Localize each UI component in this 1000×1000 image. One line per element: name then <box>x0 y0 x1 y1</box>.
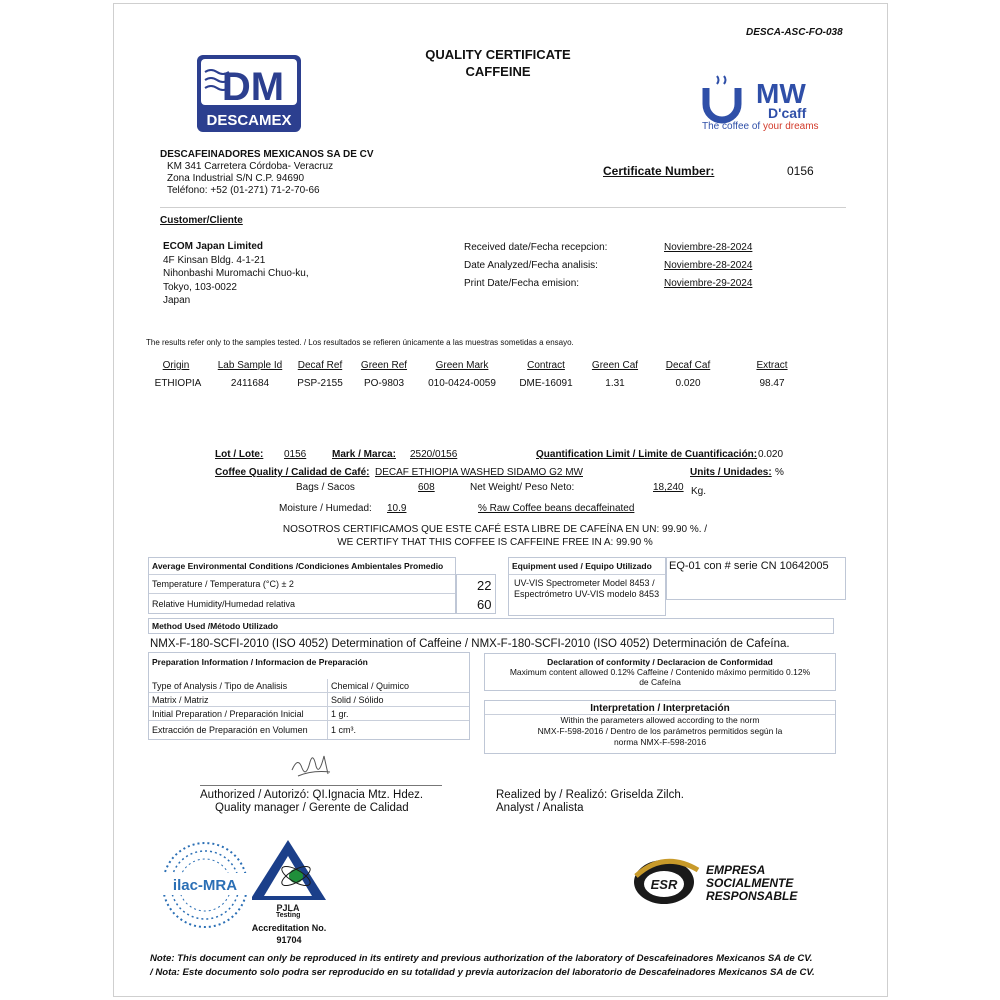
conformity-line2: de Cafeína <box>639 677 681 687</box>
footer-note <box>150 952 815 980</box>
cell-contract: DME-16091 <box>519 378 573 389</box>
col-header-green-caf: Green Caf <box>591 360 639 371</box>
mark-value: 2520/0156 <box>410 449 458 460</box>
quality-value: DECAF ETHIOPIA WASHED SIDAMO G2 MW <box>375 467 583 478</box>
weight-value: 18,240 <box>653 482 684 493</box>
units-value: % <box>775 467 784 478</box>
accreditation-block <box>244 922 334 946</box>
prep-row4-label: Extracción de Preparación en Volumen <box>152 725 308 735</box>
mw-brand2: D'caff <box>768 105 807 121</box>
col-header-decaf-ref: Decaf Ref <box>297 360 343 371</box>
footer-line1: Note: This document can only be reproduced in its entirety and previous authorization of the laboratory of Descafeinadores Mexicanos SA de CV. <box>150 953 813 964</box>
received-date-value: Noviembre-28-2024 <box>664 242 753 253</box>
interpretation-line2: NMX-F-598-2016 / Dentro de los parámetros permitidos según la <box>537 726 783 736</box>
col-header-green-mark: Green Mark <box>435 360 489 371</box>
equipment-desc1: UV-VIS Spectrometer Model 8453 / <box>514 578 655 588</box>
dm-monogram: DM <box>221 65 285 109</box>
environment-box <box>148 557 456 614</box>
equipment-value: EQ-01 con # serie CN 10642005 <box>669 560 829 572</box>
dm-name: DESCAMEX <box>206 112 292 129</box>
cell-lab-sample-id: 2411684 <box>230 378 270 389</box>
mw-dcaff-logo <box>700 70 830 136</box>
bags-label: Bags / Sacos <box>296 482 355 493</box>
esr-text <box>706 864 797 903</box>
company-addr1: KM 341 Carretera Córdoba- Veracruz <box>167 161 334 172</box>
pjla-text: PJLA <box>276 903 300 913</box>
equipment-desc2: Espectrómetro UV-VIS modelo 8453 <box>514 589 660 599</box>
weight-label: Net Weight/ Peso Neto: <box>470 482 575 493</box>
customer-block <box>163 240 309 308</box>
method-box <box>148 618 834 634</box>
quality-label: Coffee Quality / Calidad de Café: <box>215 467 370 478</box>
statement-line1: NOSOTROS CERTIFICAMOS QUE ESTE CAFÉ ESTA LIBRE DE CAFEÍNA EN UN: 99.90 %. / <box>282 524 708 535</box>
col-header-lab-sample-id: Lab Sample Id <box>217 360 283 371</box>
print-date-value: Noviembre-29-2024 <box>664 278 753 289</box>
esr-line2: SOCIALMENTE <box>706 876 794 890</box>
ilac-text: ilac-MRA <box>172 877 238 894</box>
accreditation-number: 91704 <box>276 935 302 945</box>
col-header-green-ref: Green Ref <box>360 360 408 371</box>
interpretation-box <box>484 700 836 754</box>
received-date-label: Received date/Fecha recepcion: <box>464 242 608 253</box>
statement-line2: WE CERTIFY THAT THIS COFFEE IS CAFFEINE FREE IN A: 99.90 % <box>337 537 653 548</box>
company-addr2: Zona Industrial S/N C.P. 94690 <box>167 173 305 184</box>
interpretation-line1: Within the parameters allowed according to the norm <box>560 715 760 725</box>
equipment-description <box>514 578 659 600</box>
equipment-value-box <box>666 557 846 600</box>
esr-line1: EMPRESA <box>706 863 766 877</box>
mw-tagline: The coffee of your dreams <box>702 121 819 132</box>
cell-origin: ETHIOPIA <box>154 378 202 389</box>
title-line2: CAFFEINE <box>465 64 531 79</box>
company-phone: Teléfono: +52 (01-271) 71-2-70-66 <box>167 185 320 196</box>
col-header-contract: Contract <box>527 360 565 371</box>
customer-addr1: 4F Kinsan Bldg. 4-1-21 <box>163 254 266 266</box>
authorized-role: Quality manager / Gerente de Calidad <box>215 802 409 814</box>
company-name: DESCAFEINADORES MEXICANOS SA DE CV <box>160 149 374 160</box>
environment-heading: Average Environmental Conditions /Condiciones Ambientales Promedio <box>149 558 455 575</box>
humidity-value: 60 <box>477 597 492 612</box>
cell-green-caf: 1.31 <box>605 378 625 389</box>
ilac-mra-logo <box>160 840 250 930</box>
document-code: DESCA-ASC-FO-038 <box>746 27 843 38</box>
cell-extract: 98.47 <box>759 378 785 389</box>
method-text: NMX-F-180-SCFI-2010 (ISO 4052) Determination of Caffeine / NMX-F-180-SCFI-2010 (ISO 4052) Determinación de Cafeína. <box>150 638 790 650</box>
analyzed-date-value: Noviembre-28-2024 <box>664 260 753 271</box>
moisture-label: Moisture / Humedad: <box>279 503 372 514</box>
certificate-number-label: Certificate Number: <box>603 164 715 178</box>
company-block <box>160 149 374 197</box>
bags-value: 608 <box>418 482 435 493</box>
signature-line <box>200 785 442 786</box>
prep-row4-value: 1 cm³. <box>327 721 469 739</box>
signature-image <box>288 748 336 782</box>
preparation-heading: Preparation Information / Informacion de Preparación <box>152 656 368 667</box>
pjla-sub: Testing <box>276 912 301 919</box>
quantification-value: 0.020 <box>758 449 784 460</box>
col-header-extract: Extract <box>756 360 788 371</box>
prep-row3-label: Initial Preparation / Preparación Inicial <box>149 707 327 721</box>
cell-decaf-caf: 0.020 <box>675 378 701 389</box>
realized-role: Analyst / Analista <box>496 802 584 814</box>
temperature-value: 22 <box>477 578 492 593</box>
units-label: Units / Unidades: <box>690 467 772 478</box>
equipment-box <box>508 557 666 616</box>
prep-row3-value: 1 gr. <box>327 707 469 721</box>
prep-row2-value: Solid / Sólido <box>327 693 469 707</box>
customer-addr4: Japan <box>163 295 191 306</box>
cell-green-ref: PO-9803 <box>363 378 405 389</box>
divider <box>160 207 846 208</box>
title-line1: QUALITY CERTIFICATE <box>425 47 571 62</box>
realized-by: Realized by / Realizó: Griselda Zilch. <box>496 789 684 801</box>
col-header-decaf-caf: Decaf Caf <box>665 360 711 371</box>
print-date-label: Print Date/Fecha emision: <box>464 278 580 289</box>
page-title <box>398 46 598 80</box>
humidity-label: Relative Humidity/Humedad relativa <box>152 598 296 609</box>
certification-statement <box>260 523 730 549</box>
mark-label: Mark / Marca: <box>332 449 396 460</box>
conformity-heading: Declaration of conformity / Declaracion de Conformidad <box>547 657 773 667</box>
equipment-heading: Equipment used / Equipo Utilizado <box>509 558 665 575</box>
accreditation-label: Accreditation No. <box>251 923 327 933</box>
prep-row1-value: Chemical / Quimico <box>327 679 469 693</box>
customer-heading: Customer/Cliente <box>160 215 243 226</box>
cell-decaf-ref: PSP-2155 <box>297 378 343 389</box>
quantification-label: Quantification Limit / Limite de Cuantificación: <box>536 449 758 460</box>
prep-row1-label: Type of Analysis / Tipo de Analisis <box>149 679 327 693</box>
temperature-label: Temperature / Temperatura (°C) ± 2 <box>149 575 455 594</box>
prep-row2-label: Matrix / Matriz <box>149 693 327 707</box>
preparation-box <box>148 652 470 740</box>
certificate-number-value: 0156 <box>787 164 814 178</box>
esr-line3: RESPONSABLE <box>706 889 798 903</box>
pjla-logo <box>252 838 332 914</box>
raw-beans-label: % Raw Coffee beans decaffeinated <box>478 503 635 514</box>
customer-name: ECOM Japan Limited <box>163 241 264 252</box>
mw-brand: MW <box>756 78 806 109</box>
analyzed-date-label: Date Analyzed/Fecha analisis: <box>464 260 598 271</box>
authorized-by: Authorized / Autorizó: QI.Ignacia Mtz. Hdez. <box>200 789 424 801</box>
method-heading: Method Used /Método Utilizado <box>152 621 279 631</box>
cell-green-mark: 010-0424-0059 <box>428 378 496 389</box>
environment-values <box>456 574 496 614</box>
footer-line2: / Nota: Este documento solo podra ser reproducido en su totalidad y previa autorizacion del laboratorio de Descafeinadores Mexicanos SA de CV. <box>150 967 815 978</box>
esr-badge: ESR <box>650 877 678 892</box>
moisture-value: 10.9 <box>387 503 407 514</box>
conformity-box <box>484 653 836 691</box>
conformity-line1: Maximum content allowed 0.12% Caffeine / Contenido máximo permitido 0.12% <box>509 667 811 677</box>
lot-value: 0156 <box>284 449 307 460</box>
results-note: The results refer only to the samples tested. / Los resultados se refieren únicamente a las muestras sometidas a ensayo. <box>146 338 574 347</box>
lot-label: Lot / Lote: <box>215 449 264 460</box>
interpretation-heading: Interpretation / Interpretación <box>485 703 835 715</box>
col-header-origin: Origin <box>162 360 190 371</box>
descamex-logo <box>197 55 301 132</box>
customer-addr2: Nihonbashi Muromachi Chuo-ku, <box>163 268 309 279</box>
weight-unit: Kg. <box>691 486 707 497</box>
interpretation-line3: norma NMX-F-598-2016 <box>613 737 707 747</box>
esr-logo <box>630 852 702 908</box>
customer-addr3: Tokyo, 103-0022 <box>163 281 237 293</box>
